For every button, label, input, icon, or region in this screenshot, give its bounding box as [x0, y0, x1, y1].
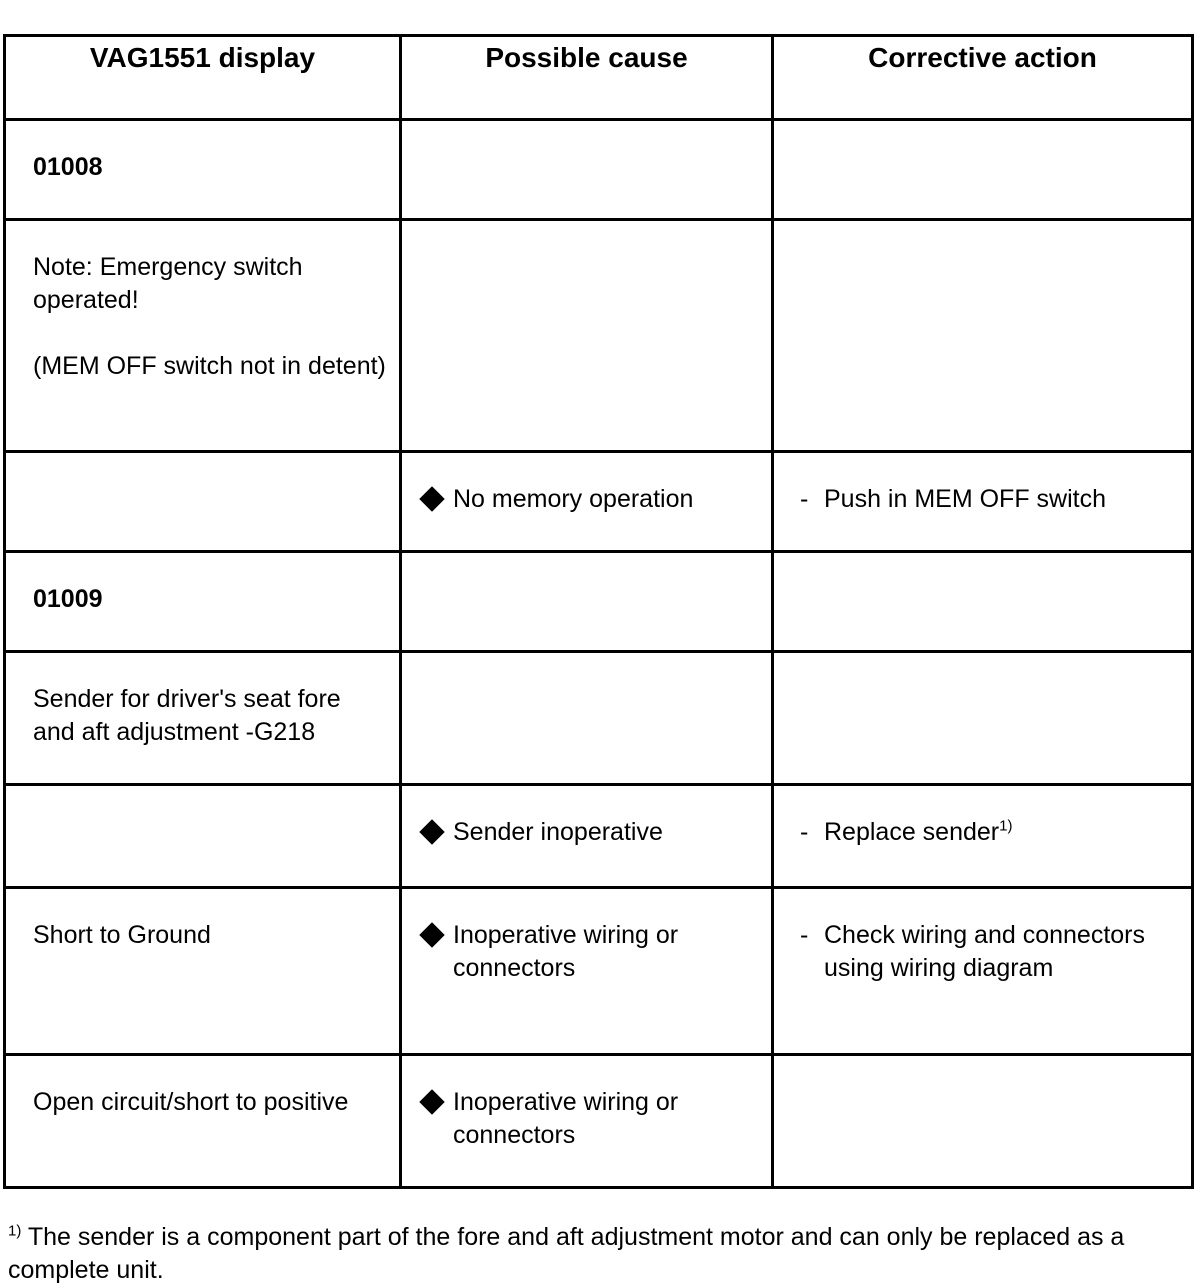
header-possible-cause: Possible cause [401, 36, 773, 120]
display-cell [5, 120, 401, 220]
table-row [5, 785, 1193, 888]
display-cell [5, 888, 401, 1055]
note-memoff-detent: (MEM OFF switch not in detent) [33, 352, 386, 380]
dash-marker: - [800, 485, 809, 513]
cause-cell [401, 452, 773, 552]
table-header-row [5, 36, 1193, 120]
display-cell [5, 785, 401, 888]
action-cell [773, 220, 1193, 452]
cause-cell [401, 888, 773, 1055]
display-cell [5, 1055, 401, 1188]
cause-inoperative-wiring: Inoperative wiring or connectors [453, 1088, 679, 1149]
action-cell [773, 1055, 1193, 1188]
action-cell [773, 652, 1193, 785]
dash-marker: - [800, 921, 809, 949]
cause-cell [401, 552, 773, 652]
action-check-wiring: Check wiring and connectors using wiring diagram [824, 921, 1145, 982]
action-cell [773, 452, 1193, 552]
note-block [6, 221, 399, 383]
action-cell [773, 552, 1193, 652]
table-row [5, 552, 1193, 652]
footnote-reference: 1) [999, 817, 1013, 835]
cause-cell [401, 652, 773, 785]
fault-code-01009: 01009 [33, 585, 103, 613]
cause-cell [401, 1055, 773, 1188]
diamond-bullet-icon [419, 922, 444, 947]
fault-table [3, 34, 1194, 1189]
diamond-bullet-icon [419, 486, 444, 511]
cause-cell [401, 220, 773, 452]
table-row [5, 888, 1193, 1055]
cause-inoperative-wiring: Inoperative wiring or connectors [453, 921, 679, 982]
open-circuit-label: Open circuit/short to positive [33, 1088, 349, 1116]
footnote [8, 1221, 1188, 1287]
diamond-bullet-icon [419, 1089, 444, 1114]
display-cell [5, 452, 401, 552]
action-push-memoff: Push in MEM OFF switch [824, 485, 1106, 513]
table-row [5, 652, 1193, 785]
table-row [5, 220, 1193, 452]
cause-sender-inoperative: Sender inoperative [453, 818, 663, 846]
footnote-text: The sender is a component part of the fore and aft adjustment motor and can only be replaced as a complete unit. [8, 1223, 1125, 1284]
action-cell [773, 120, 1193, 220]
header-vag1551-display: VAG1551 display [5, 36, 401, 120]
diamond-bullet-icon [419, 819, 444, 844]
fault-code-01008: 01008 [33, 153, 103, 181]
dash-marker: - [800, 818, 809, 846]
sender-g218-label: Sender for driver's seat fore and aft adjustment -G218 [33, 685, 341, 746]
cause-cell [401, 120, 773, 220]
table-row [5, 1055, 1193, 1188]
action-replace-sender: Replace sender [824, 818, 1000, 846]
display-cell [5, 220, 401, 452]
table-row [5, 120, 1193, 220]
footnote-marker: 1) [8, 1222, 22, 1240]
action-cell [773, 888, 1193, 1055]
note-emergency-switch: Note: Emergency switch operated! [33, 253, 303, 314]
display-cell [5, 652, 401, 785]
display-cell [5, 552, 401, 652]
short-to-ground-label: Short to Ground [33, 921, 211, 949]
cause-no-memory-operation: No memory operation [453, 485, 694, 513]
cause-cell [401, 785, 773, 888]
action-cell [773, 785, 1193, 888]
header-corrective-action: Corrective action [773, 36, 1193, 120]
table-row [5, 452, 1193, 552]
